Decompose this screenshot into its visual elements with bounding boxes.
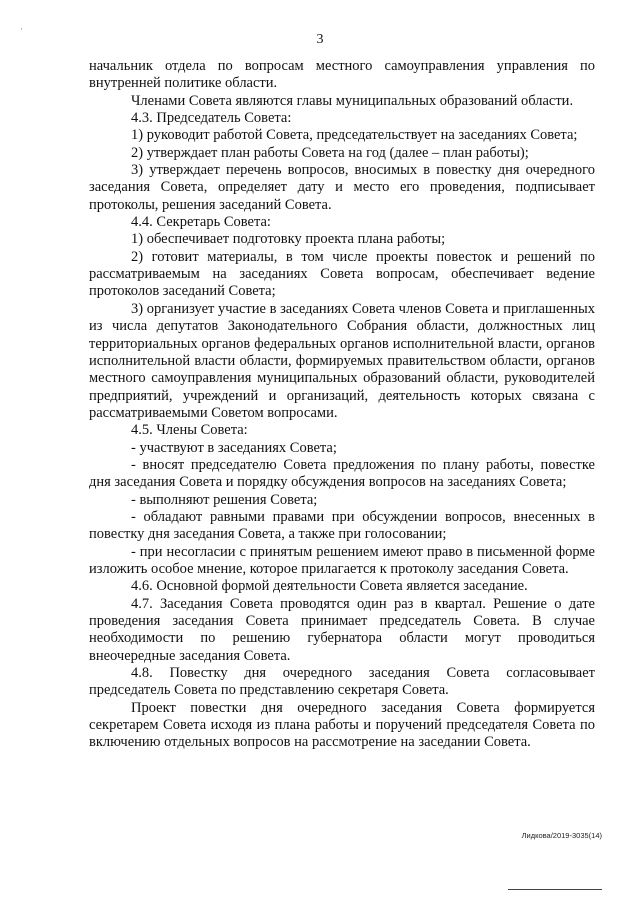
list-item: - вносят председателю Совета предложения по плану работы, повестке дня заседания Совета и порядку обсуждения вопросов на заседаниях Совета; — [89, 456, 595, 491]
section-heading: 4.4. Секретарь Совета: — [131, 214, 271, 231]
document-code: Лидкова/2019-3035(14) — [521, 831, 602, 840]
paragraph: Проект повестки дня очередного заседания Совета формируется секретарем Совета исходя из плана работы и поручений председателя Совета по включению отдельных вопросов на рассмотрение на заседании Совета. — [89, 699, 595, 751]
page-number: 3 — [316, 32, 324, 47]
footer-divider — [508, 889, 602, 890]
list-item: 2) готовит материалы, в том числе проекты повесток и решений по рассматриваемым на заседаниях Совета вопросам, обеспечивает ведение протоколов заседаний Совета; — [89, 248, 595, 300]
scan-mark: · — [20, 24, 23, 34]
list-item: 3) утверждает перечень вопросов, вносимых в повестку дня очередного заседания Совета, определяет дату и место его проведения, подписывает протоколы, решения заседаний Совета. — [89, 162, 595, 213]
paragraph: 4.6. Основной формой деятельности Совета является заседание. — [131, 578, 528, 595]
list-item: 1) руководит работой Совета, председательствует на заседаниях Совета; — [131, 127, 578, 144]
list-item: 1) обеспечивает подготовку проекта плана работы; — [131, 231, 446, 248]
list-item: - при несогласии с принятым решением имеют право в письменной форме изложить особое мнение, которое прилагается к протоколу заседания Совета. — [89, 543, 595, 577]
list-item: - обладают равными правами при обсуждении вопросов, внесенных в повестку дня заседания Совета, а также при голосовании; — [89, 508, 595, 543]
list-item: 2) утверждает план работы Совета на год (далее – план работы); — [131, 144, 529, 161]
paragraph: начальник отдела по вопросам местного самоуправления управления по внутренней политике области. — [89, 58, 595, 92]
paragraph: 4.7. Заседания Совета проводятся один раз в квартал. Решение о дате проведения заседания Совета принимает председатель Совета. В случае необходимости по решению губернатора области могут проводиться внеочередные заседания Совета. — [89, 595, 595, 664]
section-heading: 4.5. Члены Совета: — [131, 422, 248, 439]
document-body — [89, 58, 595, 752]
list-item: - выполняют решения Совета; — [131, 491, 318, 508]
section-heading: 4.3. Председатель Совета: — [131, 110, 292, 127]
list-item: 3) организует участие в заседаниях Совета членов Совета и приглашенных из числа депутатов Законодательного Собрания области, должностных лиц территориальных органов федеральных органов исполнительной власти, органов исполнительной власти области, формируемых правительством области, органов местного самоуправления муниципальных образований области, руководителей предприятий, учреждений и организаций, деятельность которых связана с рассматриваемыми Советом вопросами. — [89, 300, 595, 421]
paragraph: Членами Совета являются главы муниципальных образований области. — [131, 92, 574, 109]
list-item: - участвуют в заседаниях Совета; — [131, 439, 337, 456]
paragraph: 4.8. Повестку дня очередного заседания Совета согласовывает председатель Совета по представлению секретаря Совета. — [89, 665, 595, 699]
